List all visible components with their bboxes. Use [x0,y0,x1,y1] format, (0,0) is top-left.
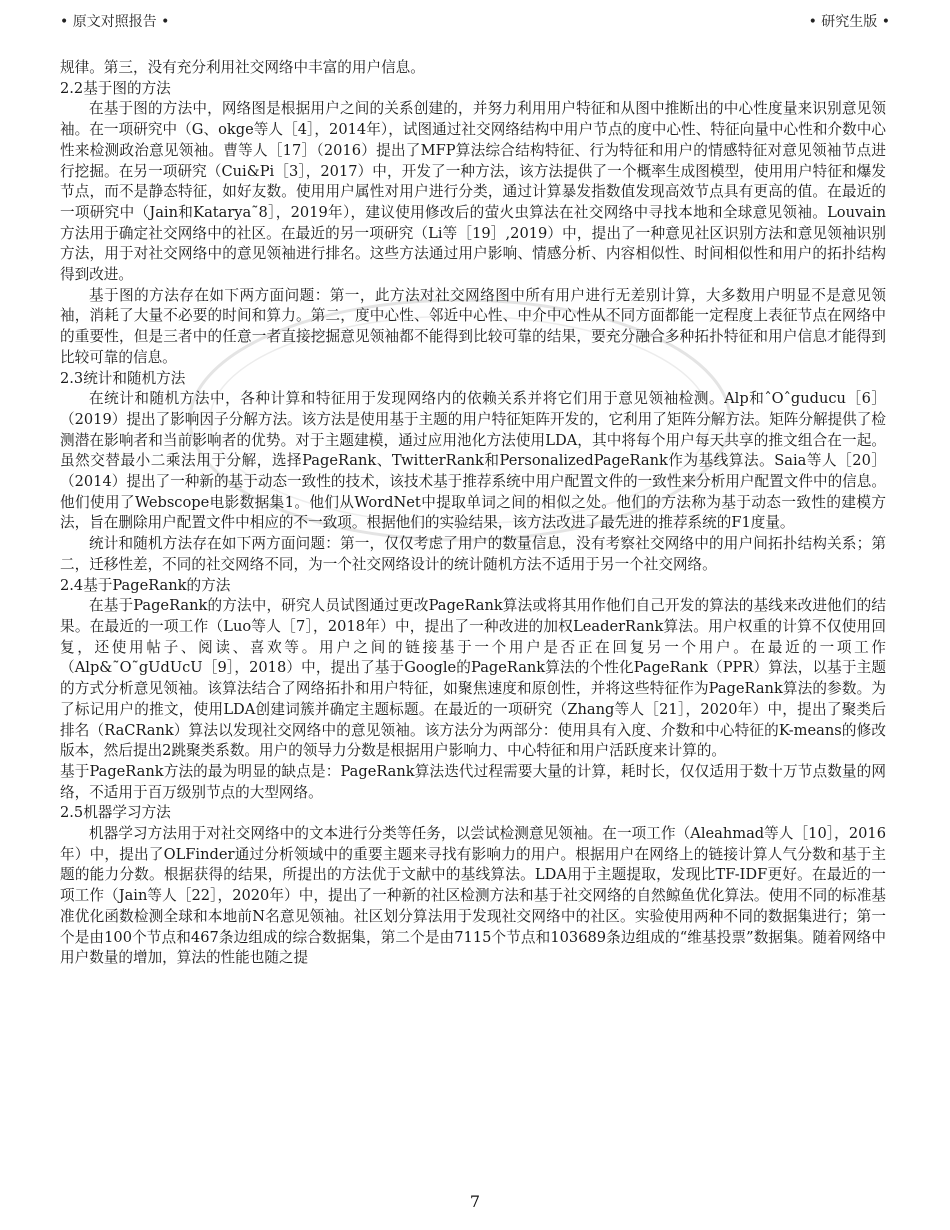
page-number: 7 [469,1192,481,1211]
paragraph: 机器学习方法用于对社交网络中的文本进行分类等任务，以尝试检测意见领袖。在一项工作（Aleahmad等人［10］，2016年）中，提出了OLFinder通过分析领域中的重要主题来寻找有影响力的用户。根据用户在网络上的链接计算人气分数和基于主题的能力分数。根据获得的结果，所提出的方法优于文献中的基线算法。LDA用于主题提取，发现比TF-IDF更好。在最近的一项工作（Jain等人［22］，2020年）中，提出了一种新的社区检测方法和基于社交网络的自然鲸鱼优化算法。使用不同的标准基准优化函数检测全球和本地前N名意见领袖。社区划分算法用于发现社交网络中的社区。实验使用两种不同的数据集进行；第一个是由100个节点和467条边组成的综合数据集，第二个是由7115个节点和103689条边组成的“维基投票”数据集。随着网络中用户数量的增加，算法的性能也随之提 [60,825,886,967]
document-body [60,58,886,969]
section-heading-2-4: 2.4基于PageRank的方法 [60,576,231,594]
paragraph: 基于PageRank方法的最为明显的缺点是：PageRank算法迭代过程需要大量的计算，耗时长，仅仅适用于数十万节点数量的网络，不适用于百万级别节点的大型网络。 [60,762,886,801]
section-heading-2-3: 2.3统计和随机方法 [60,369,186,387]
paragraph: 在基于图的方法中，网络图是根据用户之间的关系创建的，并努力利用用户特征和从图中推断出的中心性度量来识别意见领袖。在一项研究中（G、okge等人［4］，2014年），试图通过社交网络结构中用户节点的度中心性、特征向量中心性和介数中心性来检测政治意见领袖。曹等人［17］（2016）提出了MFP算法综合结构特征、行为特征和用户的情感特征对意见领袖节点进行挖掘。在另一项研究（Cui&Pi［3］，2017）中，开发了一种方法，该方法提供了一个概率生成图模型，使用用户特征和爆发节点，而不是静态特征，如好友数。使用用户属性对用户进行分类，通过计算暴发指数值发现高效节点具有更高的值。在最近的一项研究中（Jain和Katarya˜8］，2019年），建议使用修改后的萤火虫算法在社交网络中寻找本地和全球意见领袖。Louvain方法用于确定社交网络中的社区。在最近的另一项研究（Li等［19］,2019）中，提出了一种意见社区识别方法和意见领袖识别方法，用于对社交网络中的意见领袖进行排名。这些方法通过用户影响、情感分析、内容相似性、时间相似性和用户的拓扑结构得到改进。 [60,100,886,284]
paragraph: 在统计和随机方法中，各种计算和特征用于发现网络内的依赖关系并将它们用于意见领袖检测。Alp和ˆOˆguducu［6］（2019）提出了影响因子分解方法。该方法是使用基于主题的用户特征矩阵开发的，它利用了矩阵分解方法。矩阵分解提供了检测潜在影响者和当前影响者的优势。对于主题建模，通过应用池化方法使用LDA，其中将每个用户每天共享的推文组合在一起。虽然交替最小二乘法用于分解，选择PageRank、TwitterRank和PersonalizedPageRank作为基线算法。Saia等人［20］（2014）提出了一种新的基于动态一致性的技术，该技术基于推荐系统中用户配置文件的一致性来分析用户配置文件中的信息。他们使用了Webscope电影数据集1。他们从WordNet中提取单词之间的相似之处。他们的方法称为基于动态一致性的建模方法，旨在删除用户配置文件中相应的不一致项。根据他们的实验结果，该方法改进了最先进的推荐系统的F1度量。 [60,390,886,532]
paragraph: 统计和随机方法存在如下两方面问题：第一，仅仅考虑了用户的数量信息，没有考察社交网络中的用户间拓扑结构关系；第二，迁移性差，不同的社交网络不同，为一个社交网络设计的统计随机方法不适用于另一个社交网络。 [60,535,886,573]
paragraph: 基于图的方法存在如下两方面问题：第一，此方法对社交网络图中所有用户进行无差别计算，大多数用户明显不是意见领袖，消耗了大量不必要的时间和算力。第二，度中心性、邻近中心性、中介中心性从不同方面都能一定程度上表征节点在网络中的重要性，但是三者中的任意一者直接挖掘意见领袖都不能得到比较可靠的结果，要充分融合多种拓扑特征和用户信息才能得到比较可靠的信息。 [60,286,886,366]
section-heading-2-2: 2.2基于图的方法 [60,79,171,97]
report-type-label: • 原文对照报告 • [60,14,170,30]
edition-label: • 研究生版 • [808,14,890,30]
section-heading-2-5: 2.5机器学习方法 [60,804,171,822]
page-header [60,10,890,32]
paragraph-continuation: 规律。第三，没有充分利用社交网络中丰富的用户信息。 [60,59,425,76]
paragraph: 在基于PageRank的方法中，研究人员试图通过更改PageRank算法或将其用作他们自己开发的算法的基线来改进他们的结果。在最近的一项工作（Luo等人［7］，2018年）中，提出了一种改进的加权LeaderRank算法。用户权重的计算不仅使用回复，还使用帖子、阅读、喜欢等。用户之间的链接基于一个用户是否正在回复另一个用户。在最近的一项工作（Alp&˜O˜gUdUcU［9］，2018）中，提出了基于Google的PageRank算法的个性化PageRank（PPR）算法，以基于主题的方式分析意见领袖。该算法结合了网络拓扑和用户特征，如聚焦速度和原创性，并将这些特征作为PageRank算法的参数。为了标记用户的推文，使用LDA创建词簇并确定主题标题。在最近的一项研究（Zhang等人［21］，2020年）中，提出了聚类后排名（RaCRank）算法以发现社交网络中的意见领袖。该方法分为两部分：使用具有入度、介数和中心特征的K-means的修改版本，然后提出2跳聚类系数。用户的领导力分数是根据用户影响力、中心特征和用户活跃度来计算的。 [60,597,886,760]
